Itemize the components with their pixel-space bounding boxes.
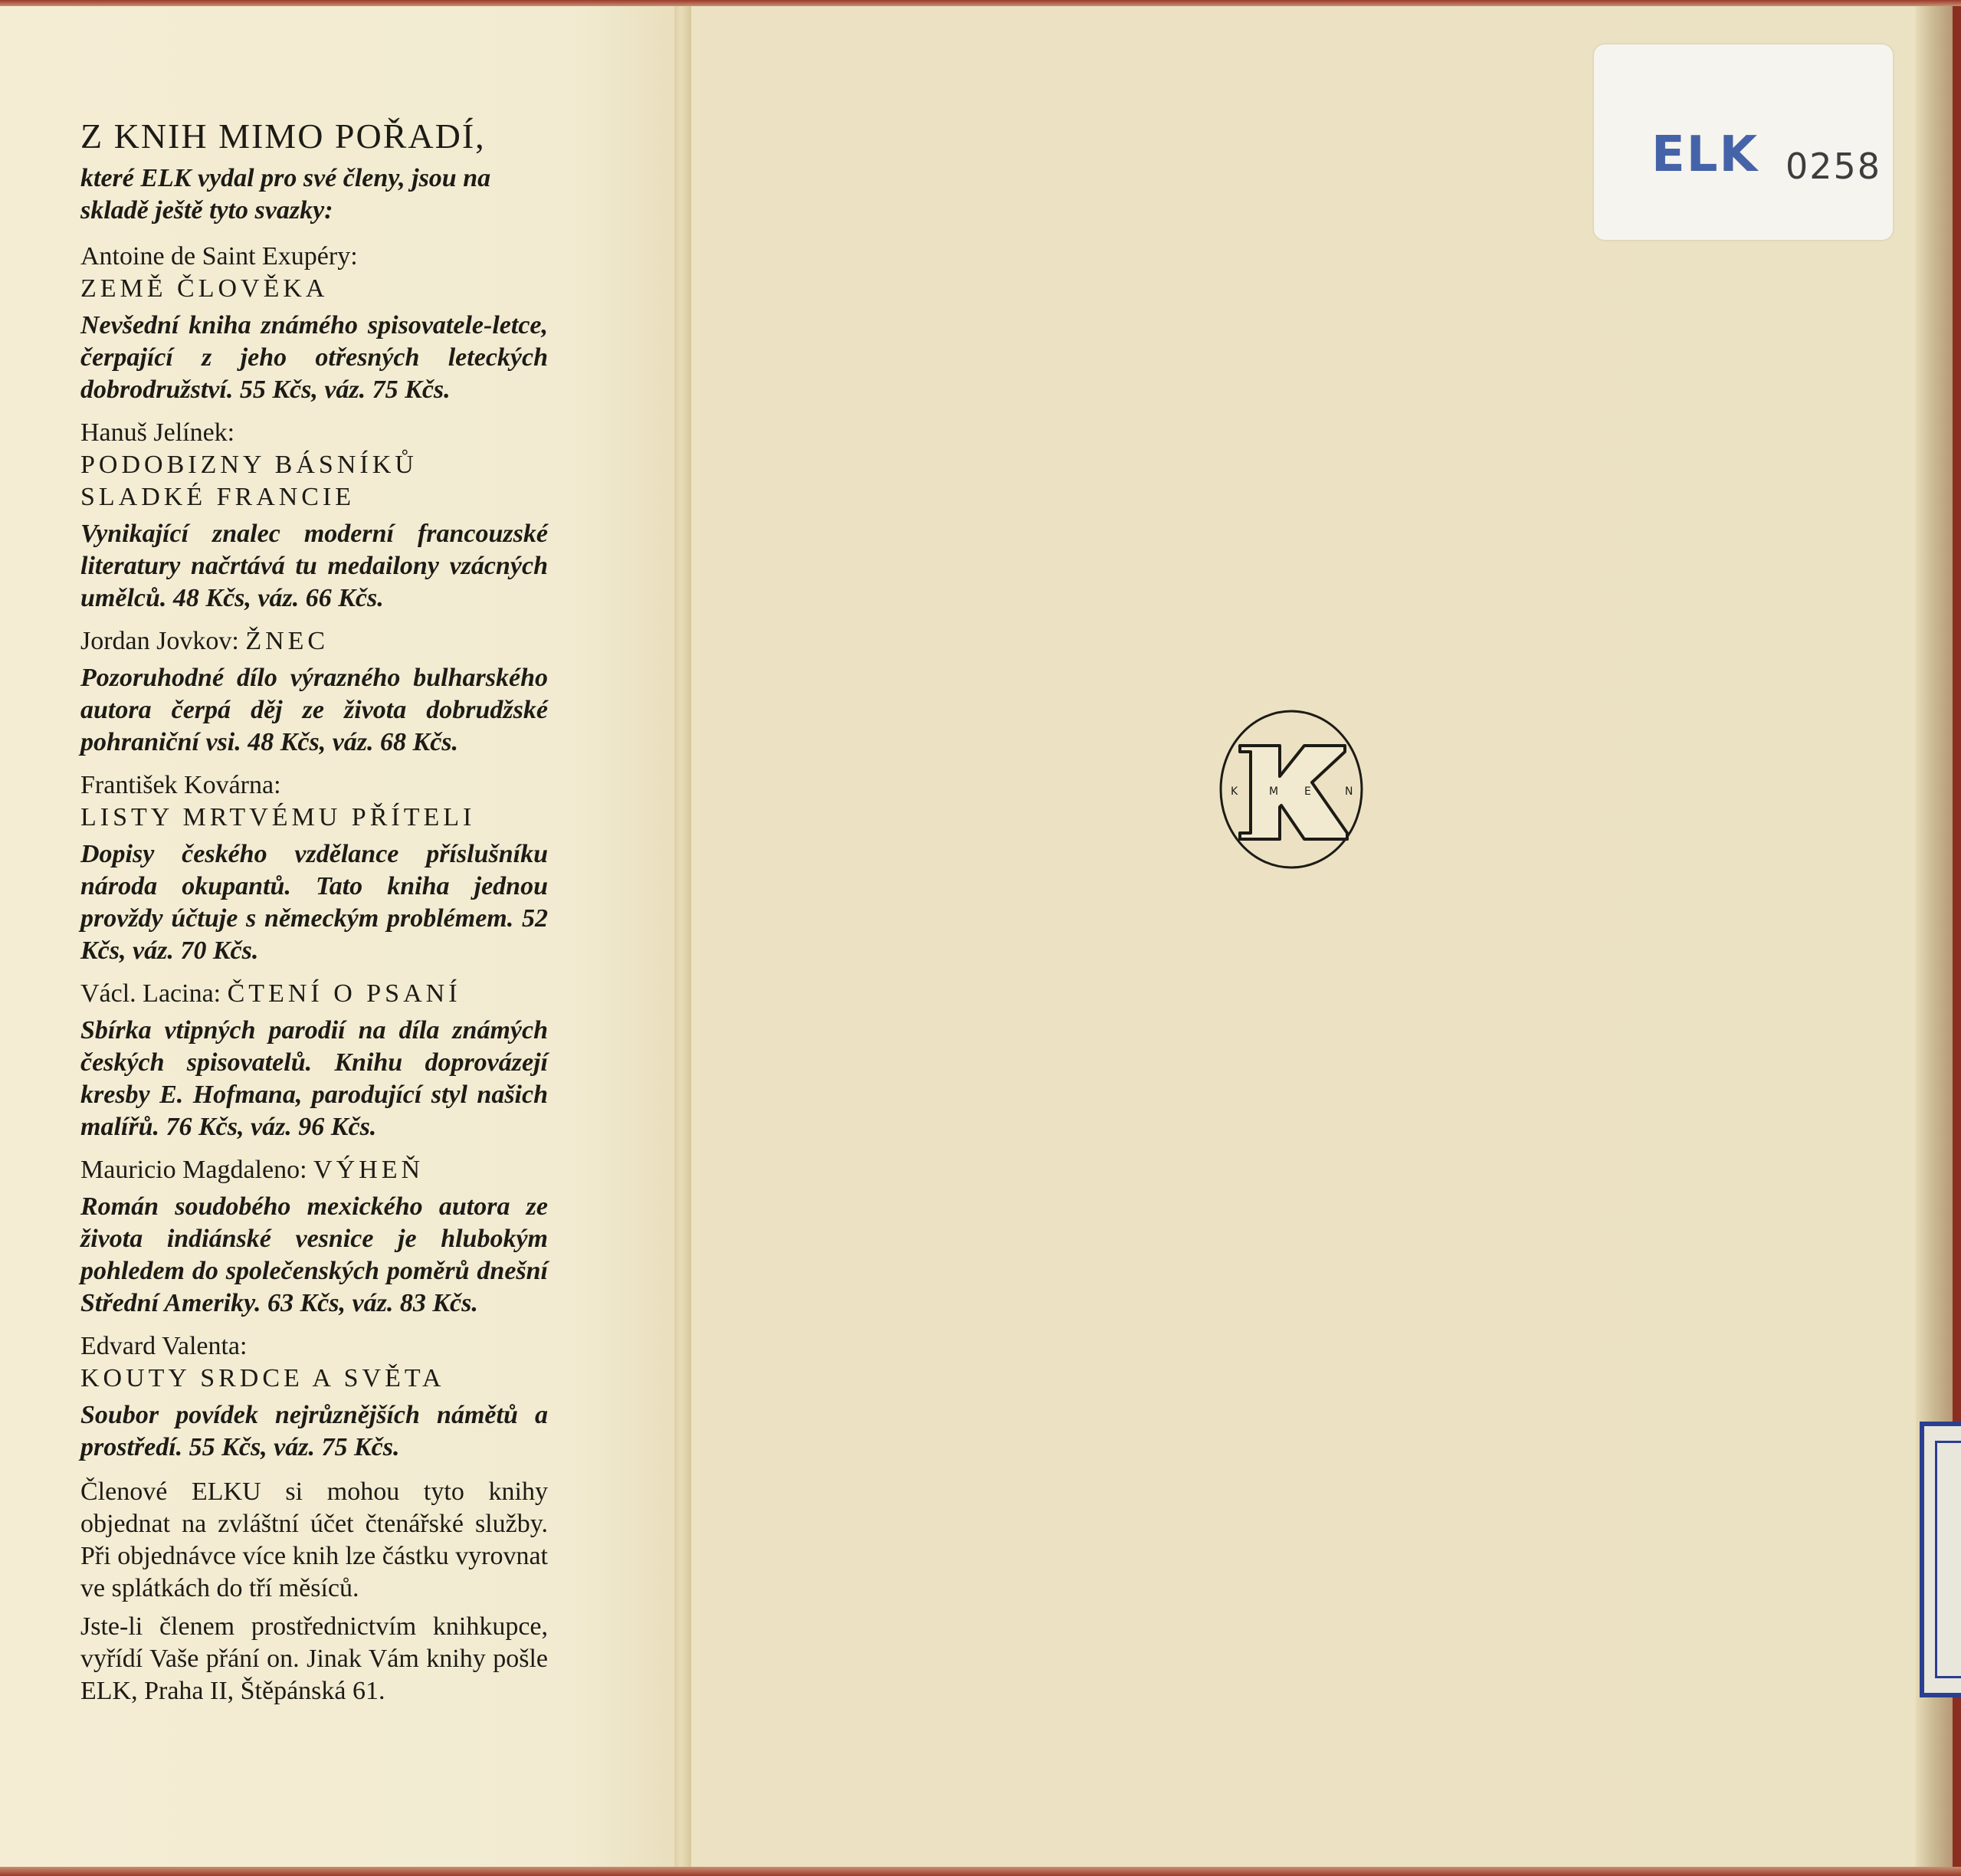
page-heading: Z KNIH MIMO POŘADÍ, [80, 116, 486, 156]
book-description: Soubor povídek nejrůznějších námětů a prostředí. 55 Kčs, váz. 75 Kčs. [80, 1401, 548, 1461]
book-author: Hanuš Jelínek: [80, 418, 235, 447]
book-title: PODOBIZNY BÁSNÍKŮ SLADKÉ FRANCIE [80, 451, 418, 511]
ordering-notice: Členové ELKU si mohou tyto knihy objednat na zvláštní účet čtenářské služby. Při objednávce více knih lze částku vyrovnat ve splátkách do tří měsíců. [80, 1478, 548, 1602]
book-title: VÝHEŇ [313, 1156, 425, 1184]
book-title: KOUTY SRDCE A SVĚTA [80, 1364, 445, 1392]
top-edge [0, 0, 1961, 6]
book-title: LISTY MRTVÉMU PŘÍTELI [80, 803, 476, 831]
book-title: ŽNEC [245, 627, 330, 655]
book-entry [80, 978, 548, 1143]
flap-fold [674, 0, 691, 1876]
book-description: Dopisy českého vzdělance příslušníku národa okupantů. Tato kniha jednou provždy účtuje s německým problémem. 52 Kčs, váz. 70 Kčs. [80, 840, 548, 965]
book-entry [80, 417, 548, 615]
book-author: Edvard Valenta: [80, 1332, 248, 1360]
sticker-number: 0258 [1786, 146, 1882, 187]
book-list-column [80, 115, 548, 1707]
logo-letter-m: M [1269, 785, 1279, 798]
book-entry [80, 625, 548, 759]
logo-letter-e: E [1304, 785, 1311, 798]
book-entry [80, 1154, 548, 1320]
book-description: Román soudobého mexického autora ze života indiánské vesnice je hlubokým pohledem do společenských poměrů dnešní Střední Ameriky. 63 Kčs, váz. 83 Kčs. [80, 1192, 548, 1317]
blue-library-tab-inner [1935, 1441, 1961, 1678]
book-description: Pozoruhodné dílo výrazného bulharského autora čerpá děj ze života dobrudžské pohraniční vsi. 48 Kčs, váz. 68 Kčs. [80, 664, 548, 756]
book-author: Mauricio Magdaleno: [80, 1156, 307, 1184]
bookseller-notice: Jste-li členem prostřednictvím knihkupce, vyřídí Vaše přání on. Jinak Vám knihy pošle ELK, Praha II, Štěpánská 61. [80, 1612, 548, 1705]
book-description: Vynikající znalec moderní francouzské literatury načrtává tu medailony vzácných umělců. 48 Kčs, váz. 66 Kčs. [80, 520, 548, 612]
book-title: ZEMĚ ČLOVĚKA [80, 274, 329, 303]
book-author-line [80, 978, 548, 1010]
logo-main-letter: K [1291, 724, 1292, 725]
book-author: Antoine de Saint Exupéry: [80, 242, 358, 271]
book-author: Jordan Jovkov: [80, 627, 239, 655]
kmen-logo [1218, 709, 1364, 870]
bottom-edge [0, 1867, 1961, 1876]
book-entry [80, 769, 548, 967]
book-author-line [80, 625, 548, 658]
book-entry [80, 1330, 548, 1464]
book-title: ČTENÍ O PSANÍ [227, 979, 461, 1008]
logo-letter-k: K [1231, 785, 1238, 798]
book-author: František Kovárna: [80, 771, 281, 799]
logo-k-letter-shape [1240, 746, 1347, 839]
intro-text: které ELK vydal pro své členy, jsou na skladě ještě tyto svazky: [80, 164, 491, 225]
sticker-code: ELK [1651, 126, 1759, 183]
logo-letter-n: N [1345, 785, 1353, 798]
book-entry [80, 241, 548, 406]
book-description: Nevšední kniha známého spisovatele-letce, čerpající z jeho otřesných leteckých dobrodružství. 55 Kčs, váz. 75 Kčs. [80, 311, 548, 404]
book-author: Václ. Lacina: [80, 979, 221, 1008]
book-description: Sbírka vtipných parodií na díla známých českých spisovatelů. Knihu doprovázejí kresby E. Hofmana, parodující styl našich malířů. 76 Kčs, váz. 96 Kčs. [80, 1016, 548, 1141]
book-author-line [80, 1154, 548, 1186]
